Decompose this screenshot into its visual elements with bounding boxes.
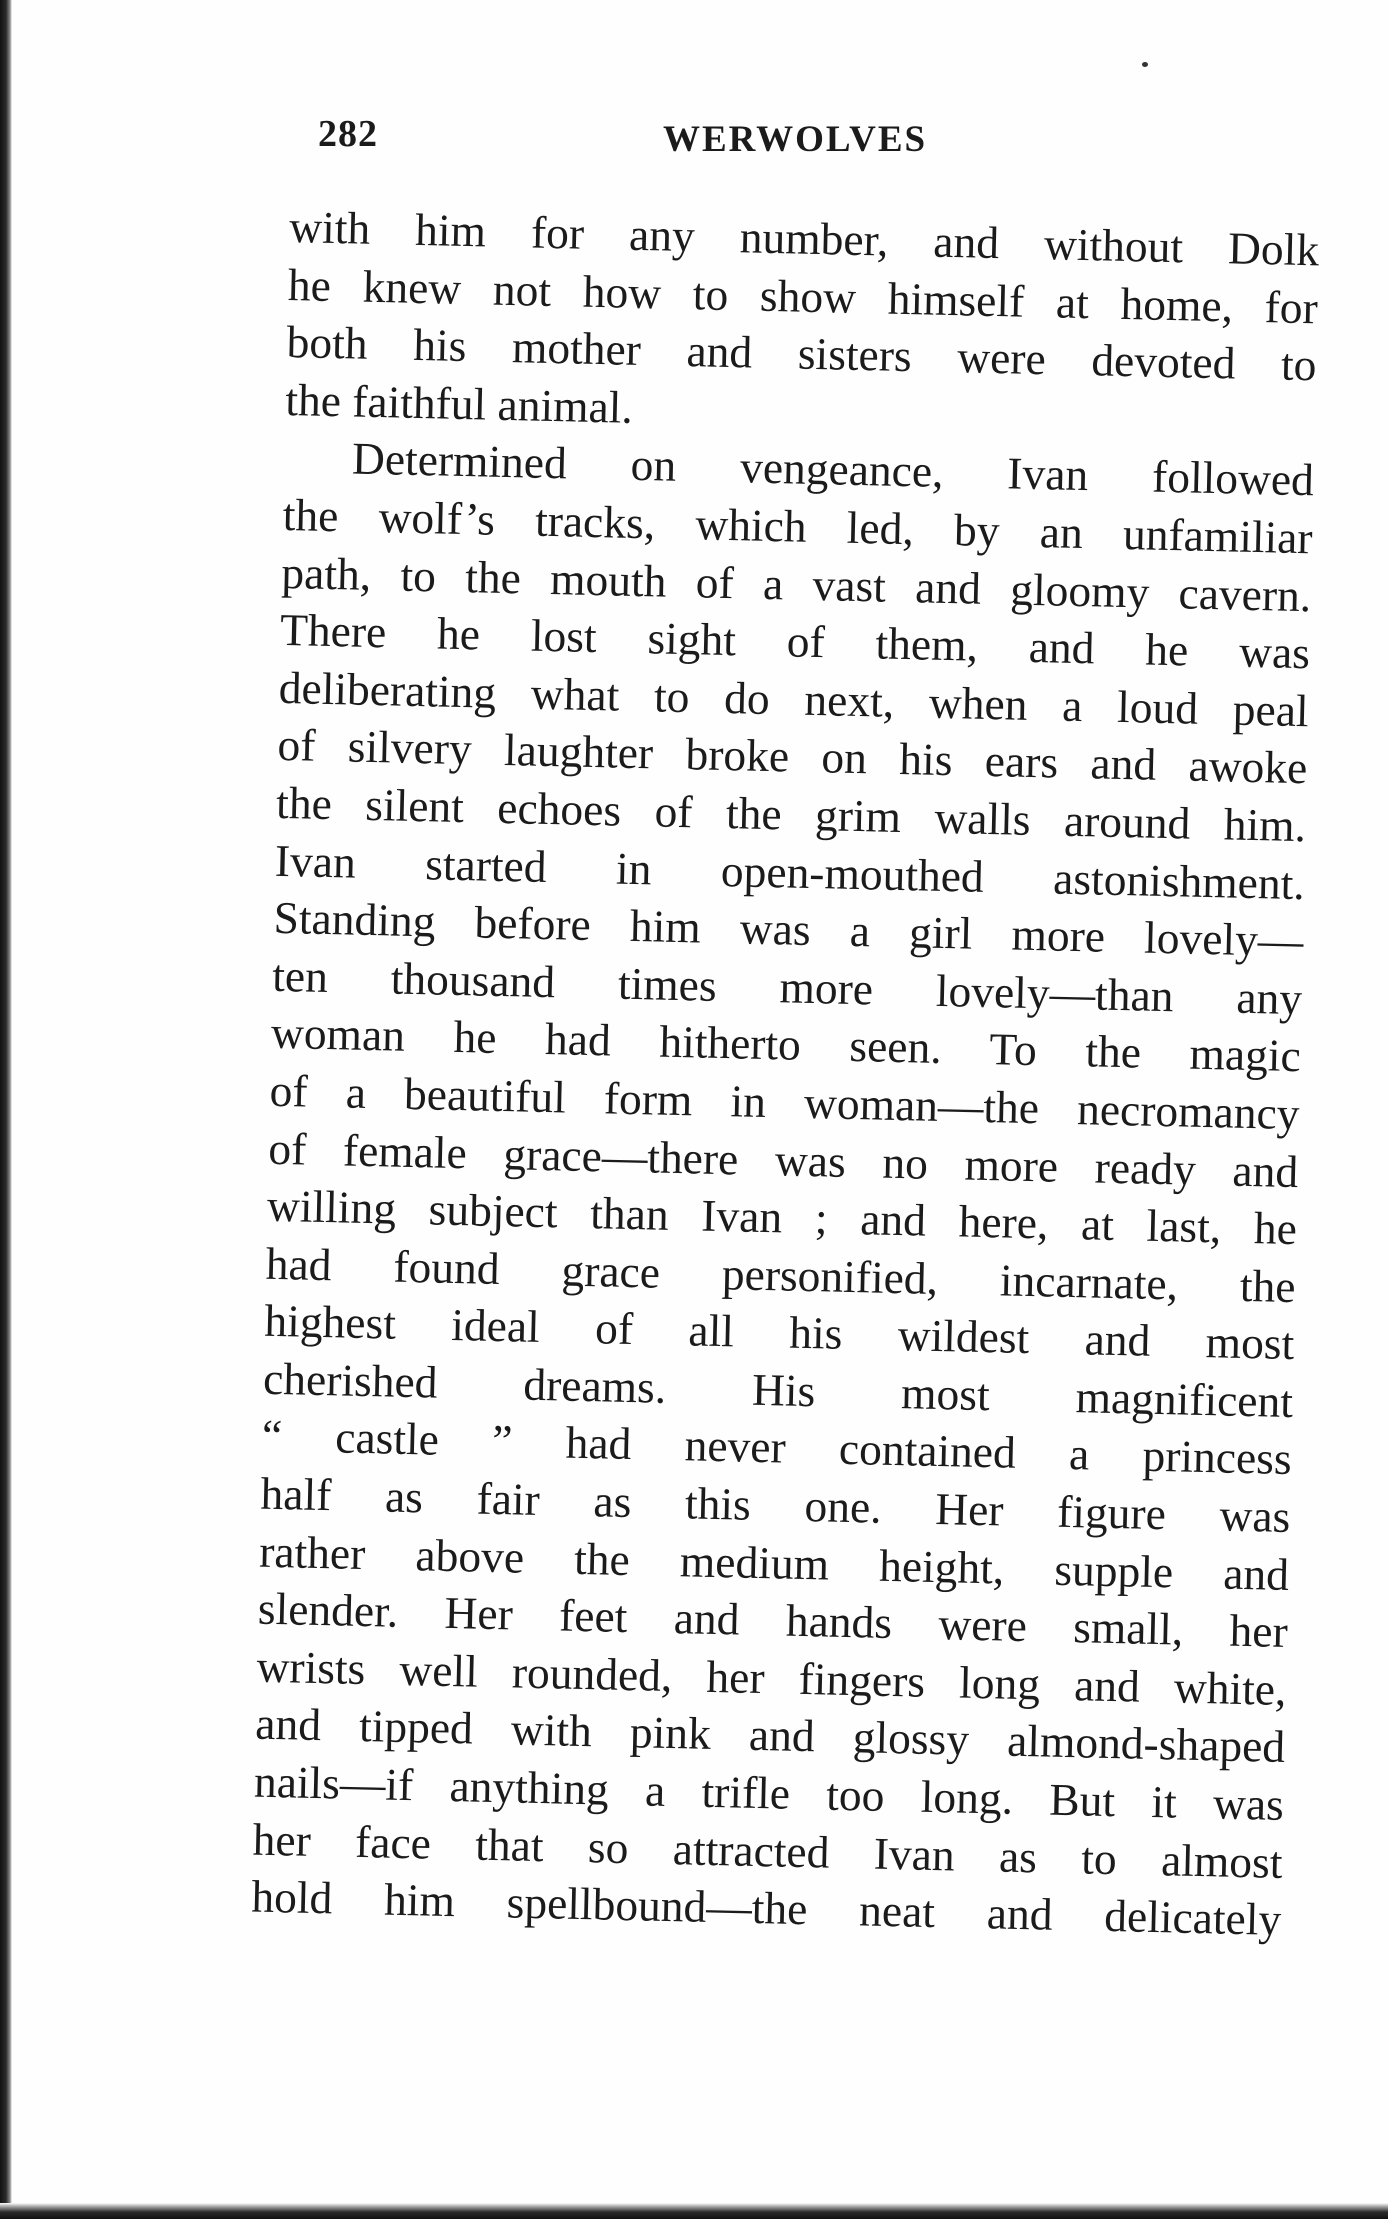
text-line: and tipped with pink and glossy almond-shaped: [254, 1698, 1286, 1773]
paragraph-start-line: Determined on vengeance, Ivan followed: [351, 432, 1315, 506]
text-line: wrists well rounded, her fingers long and white,: [256, 1640, 1288, 1715]
body-text: [251, 198, 1320, 1949]
text-line: rather above the medium height, supple and: [258, 1525, 1290, 1600]
text-line: willing subject than Ivan ; and here, at last, he: [266, 1179, 1298, 1255]
text-line: of silvery laughter broke on his ears and awoke: [277, 719, 1308, 794]
running-head: WERWOLVES: [663, 119, 928, 160]
text-line: the faithful animal.: [284, 373, 634, 433]
text-line: nails—if anything a trifle too long. But it was: [253, 1755, 1285, 1830]
text-line: the silent echoes of the grim walls around him.: [275, 776, 1307, 852]
text-line: highest ideal of all his wildest and most: [263, 1294, 1295, 1370]
page-header: [318, 112, 988, 172]
text-line: the wolf’s tracks, which led, by an unfamiliar: [282, 488, 1314, 564]
page-edge-left: [0, 0, 12, 2219]
page-number: 282: [318, 113, 378, 155]
text-line: of female grace—there was no more ready and: [267, 1122, 1299, 1197]
text-line: half as fair as this one. Her figure was: [260, 1467, 1291, 1543]
text-line: her face that so attracted Ivan as to almost: [252, 1813, 1284, 1888]
text-line: both his mother and sisters were devoted to: [286, 316, 1318, 391]
text-line: Standing before him was a girl more lovely—: [273, 891, 1304, 967]
text-line: path, to the mouth of a vast and gloomy cavern.: [280, 546, 1312, 621]
text-line: with him for any number, and without Dolk: [288, 200, 1320, 276]
text-line: There he lost sight of them, and he was: [279, 604, 1311, 679]
text-line: “ castle ” had never contained a princess: [261, 1410, 1293, 1485]
text-line: woman he had hitherto seen. To the magic: [270, 1007, 1302, 1082]
text-line: of a beautiful form in woman—the necromancy: [269, 1064, 1301, 1140]
text-line: he knew not how to show himself at home, for: [287, 258, 1319, 333]
text-line: cherished dreams. His most magnificent: [262, 1352, 1294, 1427]
text-line: ten thousand times more lovely—than any: [271, 949, 1303, 1024]
text-line: Ivan started in open-mouthed astonishment.: [274, 834, 1306, 909]
text-line: slender. Her feet and hands were small, her: [257, 1582, 1289, 1658]
page-edge-bottom: [0, 2203, 1388, 2219]
text-line: had found grace personified, incarnate, the: [265, 1237, 1297, 1312]
text-line: deliberating what to do next, when a loud peal: [278, 661, 1310, 736]
text-line: hold him spellbound—the neat and delicately: [250, 1870, 1282, 1946]
scan-speck: [1142, 62, 1148, 67]
